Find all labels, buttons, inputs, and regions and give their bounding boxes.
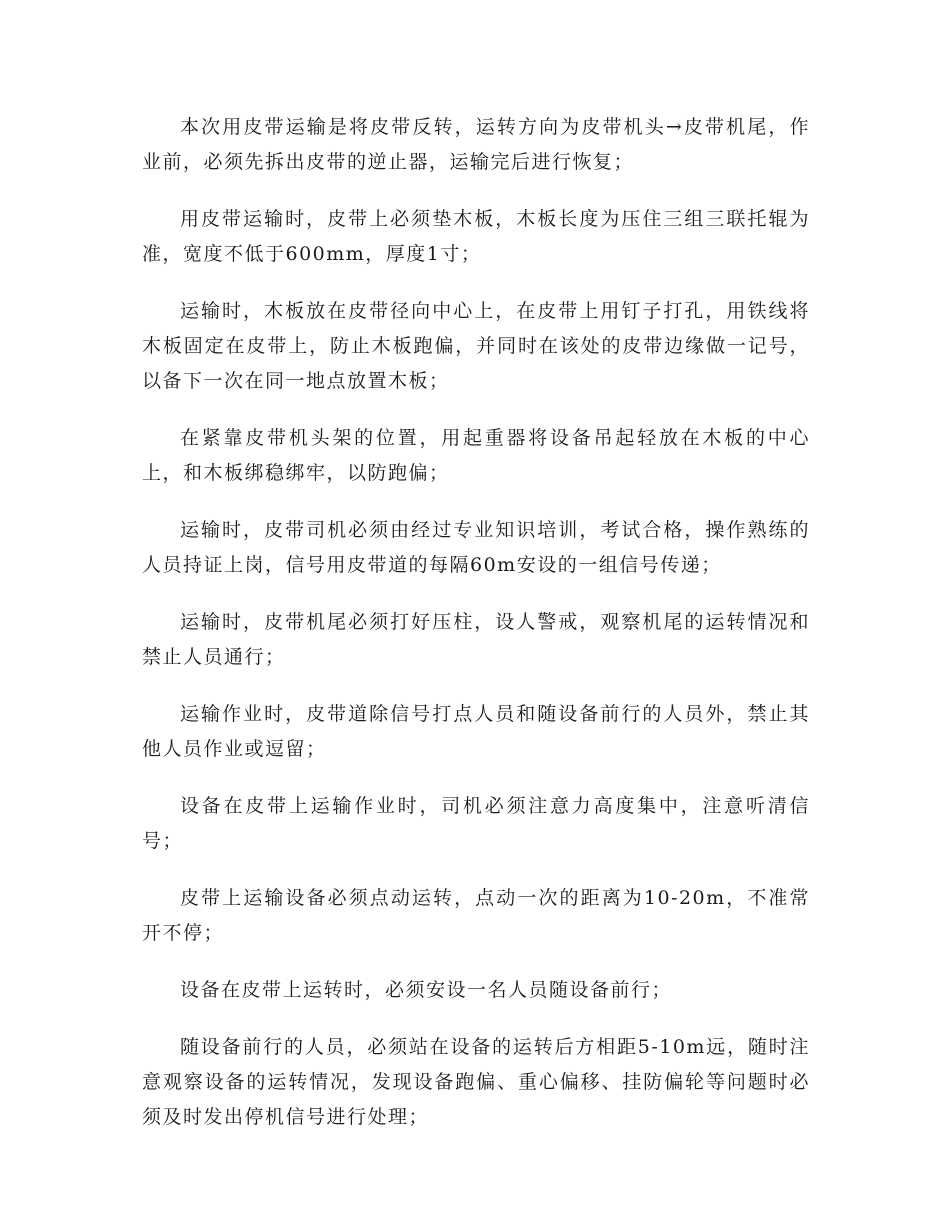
paragraph: 运输作业时，皮带道除信号打点人员和随设备前行的人员外，禁止其他人员作业或逗留；	[142, 703, 810, 760]
document-body	[142, 110, 810, 1157]
paragraph: 运输时，木板放在皮带径向中心上，在皮带上用钉子打孔，用铁线将木板固定在皮带上，防止木板跑偏，并同时在该处的皮带边缘做一记号，以备下一次在同一地点放置木板；	[142, 300, 810, 392]
paragraph: 随设备前行的人员，必须站在设备的运转后方相距5-10m远，随时注意观察设备的运转情况，发现设备跑偏、重心偏移、挂防偏轮等问题时必须及时发出停机信号进行处理；	[142, 1036, 810, 1128]
paragraph: 用皮带运输时，皮带上必须垫木板，木板长度为压住三组三联托辊为准，宽度不低于600mm，厚度1寸；	[142, 208, 810, 265]
paragraph: 设备在皮带上运转时，必须安设一名人员随设备前行；	[180, 979, 673, 1001]
paragraph: 皮带上运输设备必须点动运转，点动一次的距离为10-20m，不准常开不停；	[142, 887, 810, 944]
paragraph: 运输时，皮带机尾必须打好压柱，设人警戒，观察机尾的运转情况和禁止人员通行；	[142, 611, 810, 668]
paragraph: 运输时，皮带司机必须由经过专业知识培训，考试合格，操作熟练的人员持证上岗，信号用皮带道的每隔60m安设的一组信号传递；	[142, 519, 810, 576]
paragraph: 在紧靠皮带机头架的位置，用起重器将设备吊起轻放在木板的中心上，和木板绑稳绑牢，以防跑偏；	[142, 427, 810, 484]
paragraph: 设备在皮带上运输作业时，司机必须注意力高度集中，注意听清信号；	[142, 795, 810, 852]
paragraph: 本次用皮带运输是将皮带反转，运转方向为皮带机头→皮带机尾，作业前，必须先拆出皮带的逆止器，运输完后进行恢复；	[142, 116, 810, 173]
